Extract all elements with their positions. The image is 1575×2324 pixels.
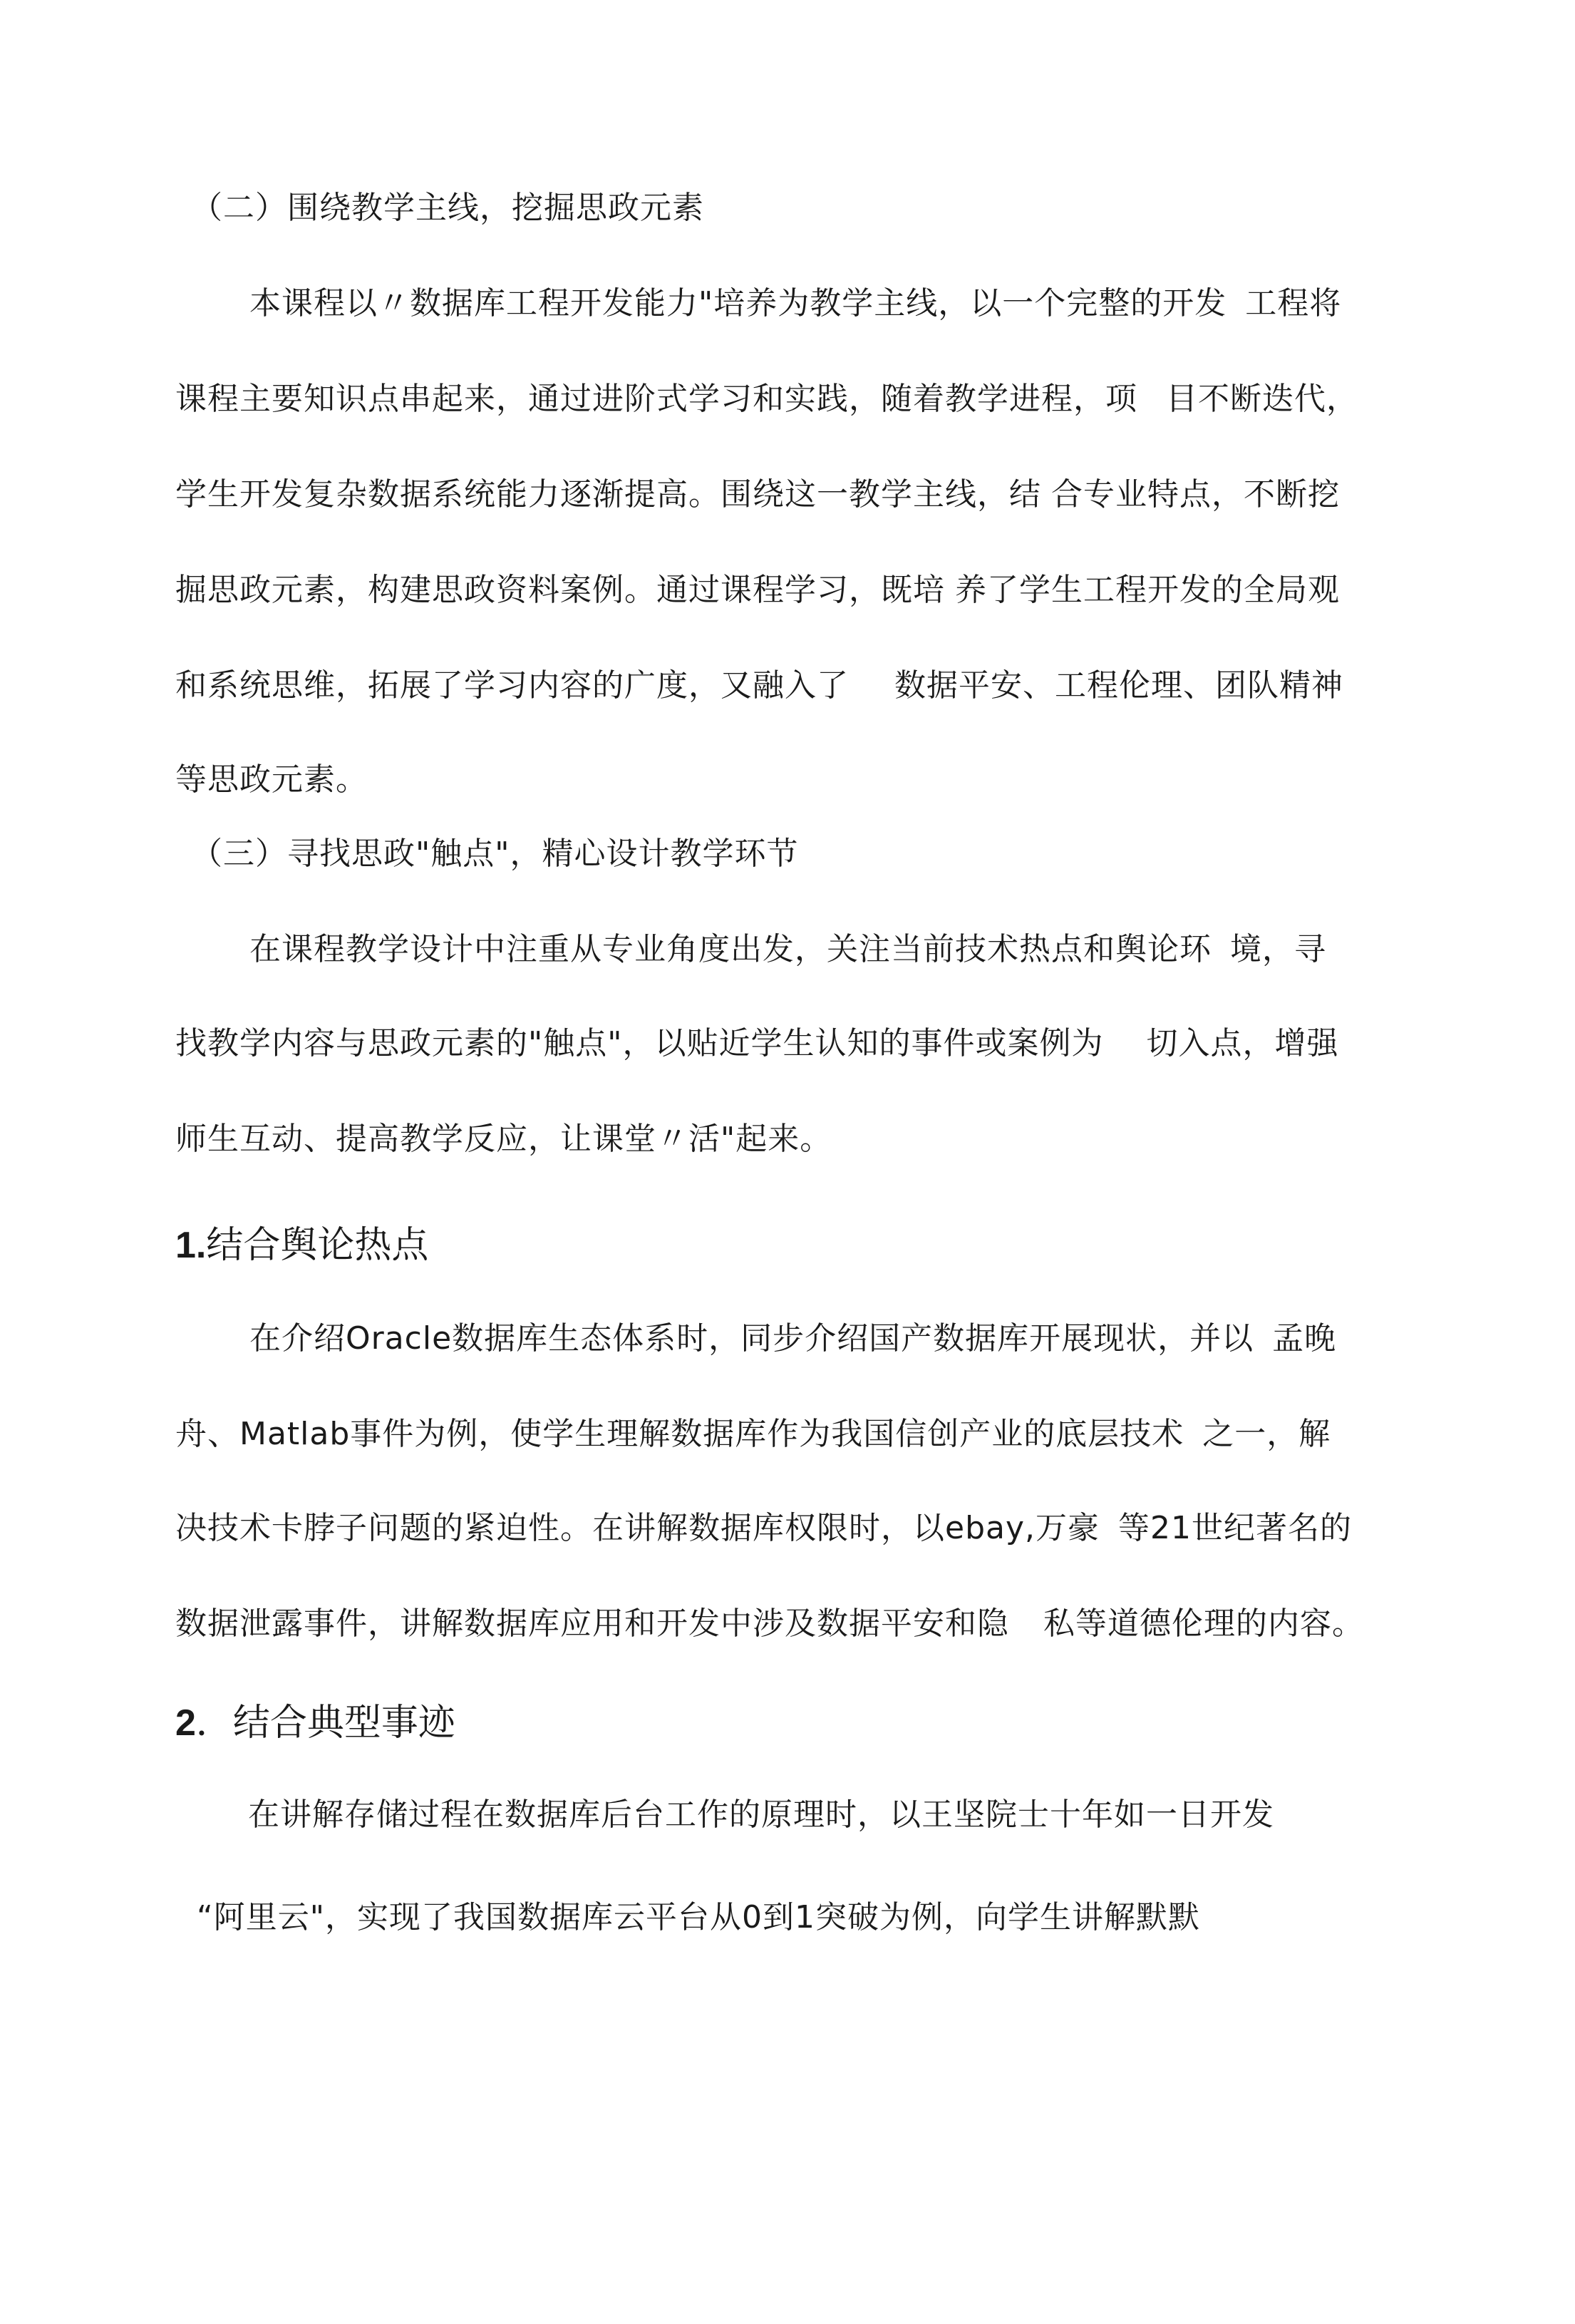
text-segment: 掘思政元素，构建思政资料案例。通过课程学习，既培 xyxy=(175,572,945,608)
text-segment: “阿里云"，实现了我国数据库云平台从0到1突破为例，向学生讲解默默 xyxy=(197,1899,1201,1935)
text-segment: 私等道德伦理的内容。 xyxy=(1043,1605,1364,1642)
text-segment: 等思政元素。 xyxy=(175,761,368,798)
paragraph-line xyxy=(175,378,1358,421)
text-segment: 数据平安、工程伦理、团队精神 xyxy=(894,667,1343,704)
paragraph-line xyxy=(197,1896,1200,1939)
heading-2 xyxy=(175,1700,455,1747)
paragraph-line xyxy=(175,1507,1352,1550)
paragraph-line xyxy=(175,1022,1338,1065)
paragraph-line xyxy=(249,1317,1336,1360)
text-segment: 数据泄露事件，讲解数据库应用和开发中涉及数据平安和隐 xyxy=(175,1605,1009,1642)
paragraph-line xyxy=(175,664,1343,707)
text-segment: 目不断迭代， xyxy=(1166,381,1358,417)
text-segment: 等21世纪著名的 xyxy=(1118,1510,1352,1546)
paragraph-line xyxy=(175,569,1340,612)
text-segment: 决技术卡脖子问题的紧迫性。在讲解数据库权限时，以ebay,万豪 xyxy=(175,1510,1100,1546)
heading-1 xyxy=(175,1222,428,1269)
heading-text: 结合舆论热点 xyxy=(206,1224,429,1267)
paragraph-line xyxy=(175,1603,1364,1645)
section-title-3: （三）寻找思政"触点"，精心设计教学环节 xyxy=(191,835,799,872)
text-segment: 之一，解 xyxy=(1202,1416,1331,1452)
paragraph-line xyxy=(175,759,368,801)
text-segment: 在课程教学设计中注重从专业角度出发，关注当前技术热点和舆论环 xyxy=(249,931,1212,967)
text-segment: 和系统思维，拓展了学习内容的广度，又融入了 xyxy=(175,667,849,704)
text-segment: 找教学内容与思政元素的"触点"，以贴近学生认知的事件或案例为 xyxy=(175,1025,1104,1061)
text-segment: 课程主要知识点串起来，通过进阶式学习和实践，随着教学进程，项 xyxy=(175,381,1137,417)
text-segment: 境，寻 xyxy=(1230,931,1326,967)
text-segment: 孟晚 xyxy=(1272,1320,1337,1357)
text-segment: 在讲解存储过程在数据库后台工作的原理时，以王坚院士十年如一日开发 xyxy=(248,1796,1274,1833)
paragraph-line xyxy=(249,928,1326,971)
section-title-2: （二）围绕教学主线，挖掘思政元素 xyxy=(191,190,704,226)
paragraph-line xyxy=(249,282,1341,325)
text-segment: 合专业特点，不断挖 xyxy=(1051,476,1340,513)
heading-number: 2 xyxy=(175,1702,196,1744)
paragraph-line xyxy=(248,1794,1274,1836)
heading-text: ．结合典型事迹 xyxy=(195,1702,455,1744)
text-segment: 师生互动、提高教学反应，让课堂〃活"起来。 xyxy=(175,1121,832,1157)
text-segment: 本课程以〃数据库工程开发能力"培养为教学主线，以一个完整的开发 xyxy=(249,285,1227,322)
paragraph-line xyxy=(175,473,1340,516)
heading-number: 1. xyxy=(175,1225,207,1266)
paragraph-line xyxy=(175,1118,832,1161)
text-segment: 工程将 xyxy=(1245,285,1342,322)
text-segment: 在介绍Oracle数据库生态体系时，同步介绍国产数据库开展现状，并以 xyxy=(249,1320,1254,1357)
text-segment: 养了学生工程开发的全局观 xyxy=(955,572,1340,608)
text-segment: 舟、Matlab事件为例，使学生理解数据库作为我国信创产业的底层技术 xyxy=(175,1416,1184,1452)
paragraph-line xyxy=(175,1413,1331,1456)
text-segment: 切入点，增强 xyxy=(1146,1025,1339,1061)
text-segment: 学生开发复杂数据系统能力逐渐提高。围绕这一教学主线，结 xyxy=(175,476,1041,513)
